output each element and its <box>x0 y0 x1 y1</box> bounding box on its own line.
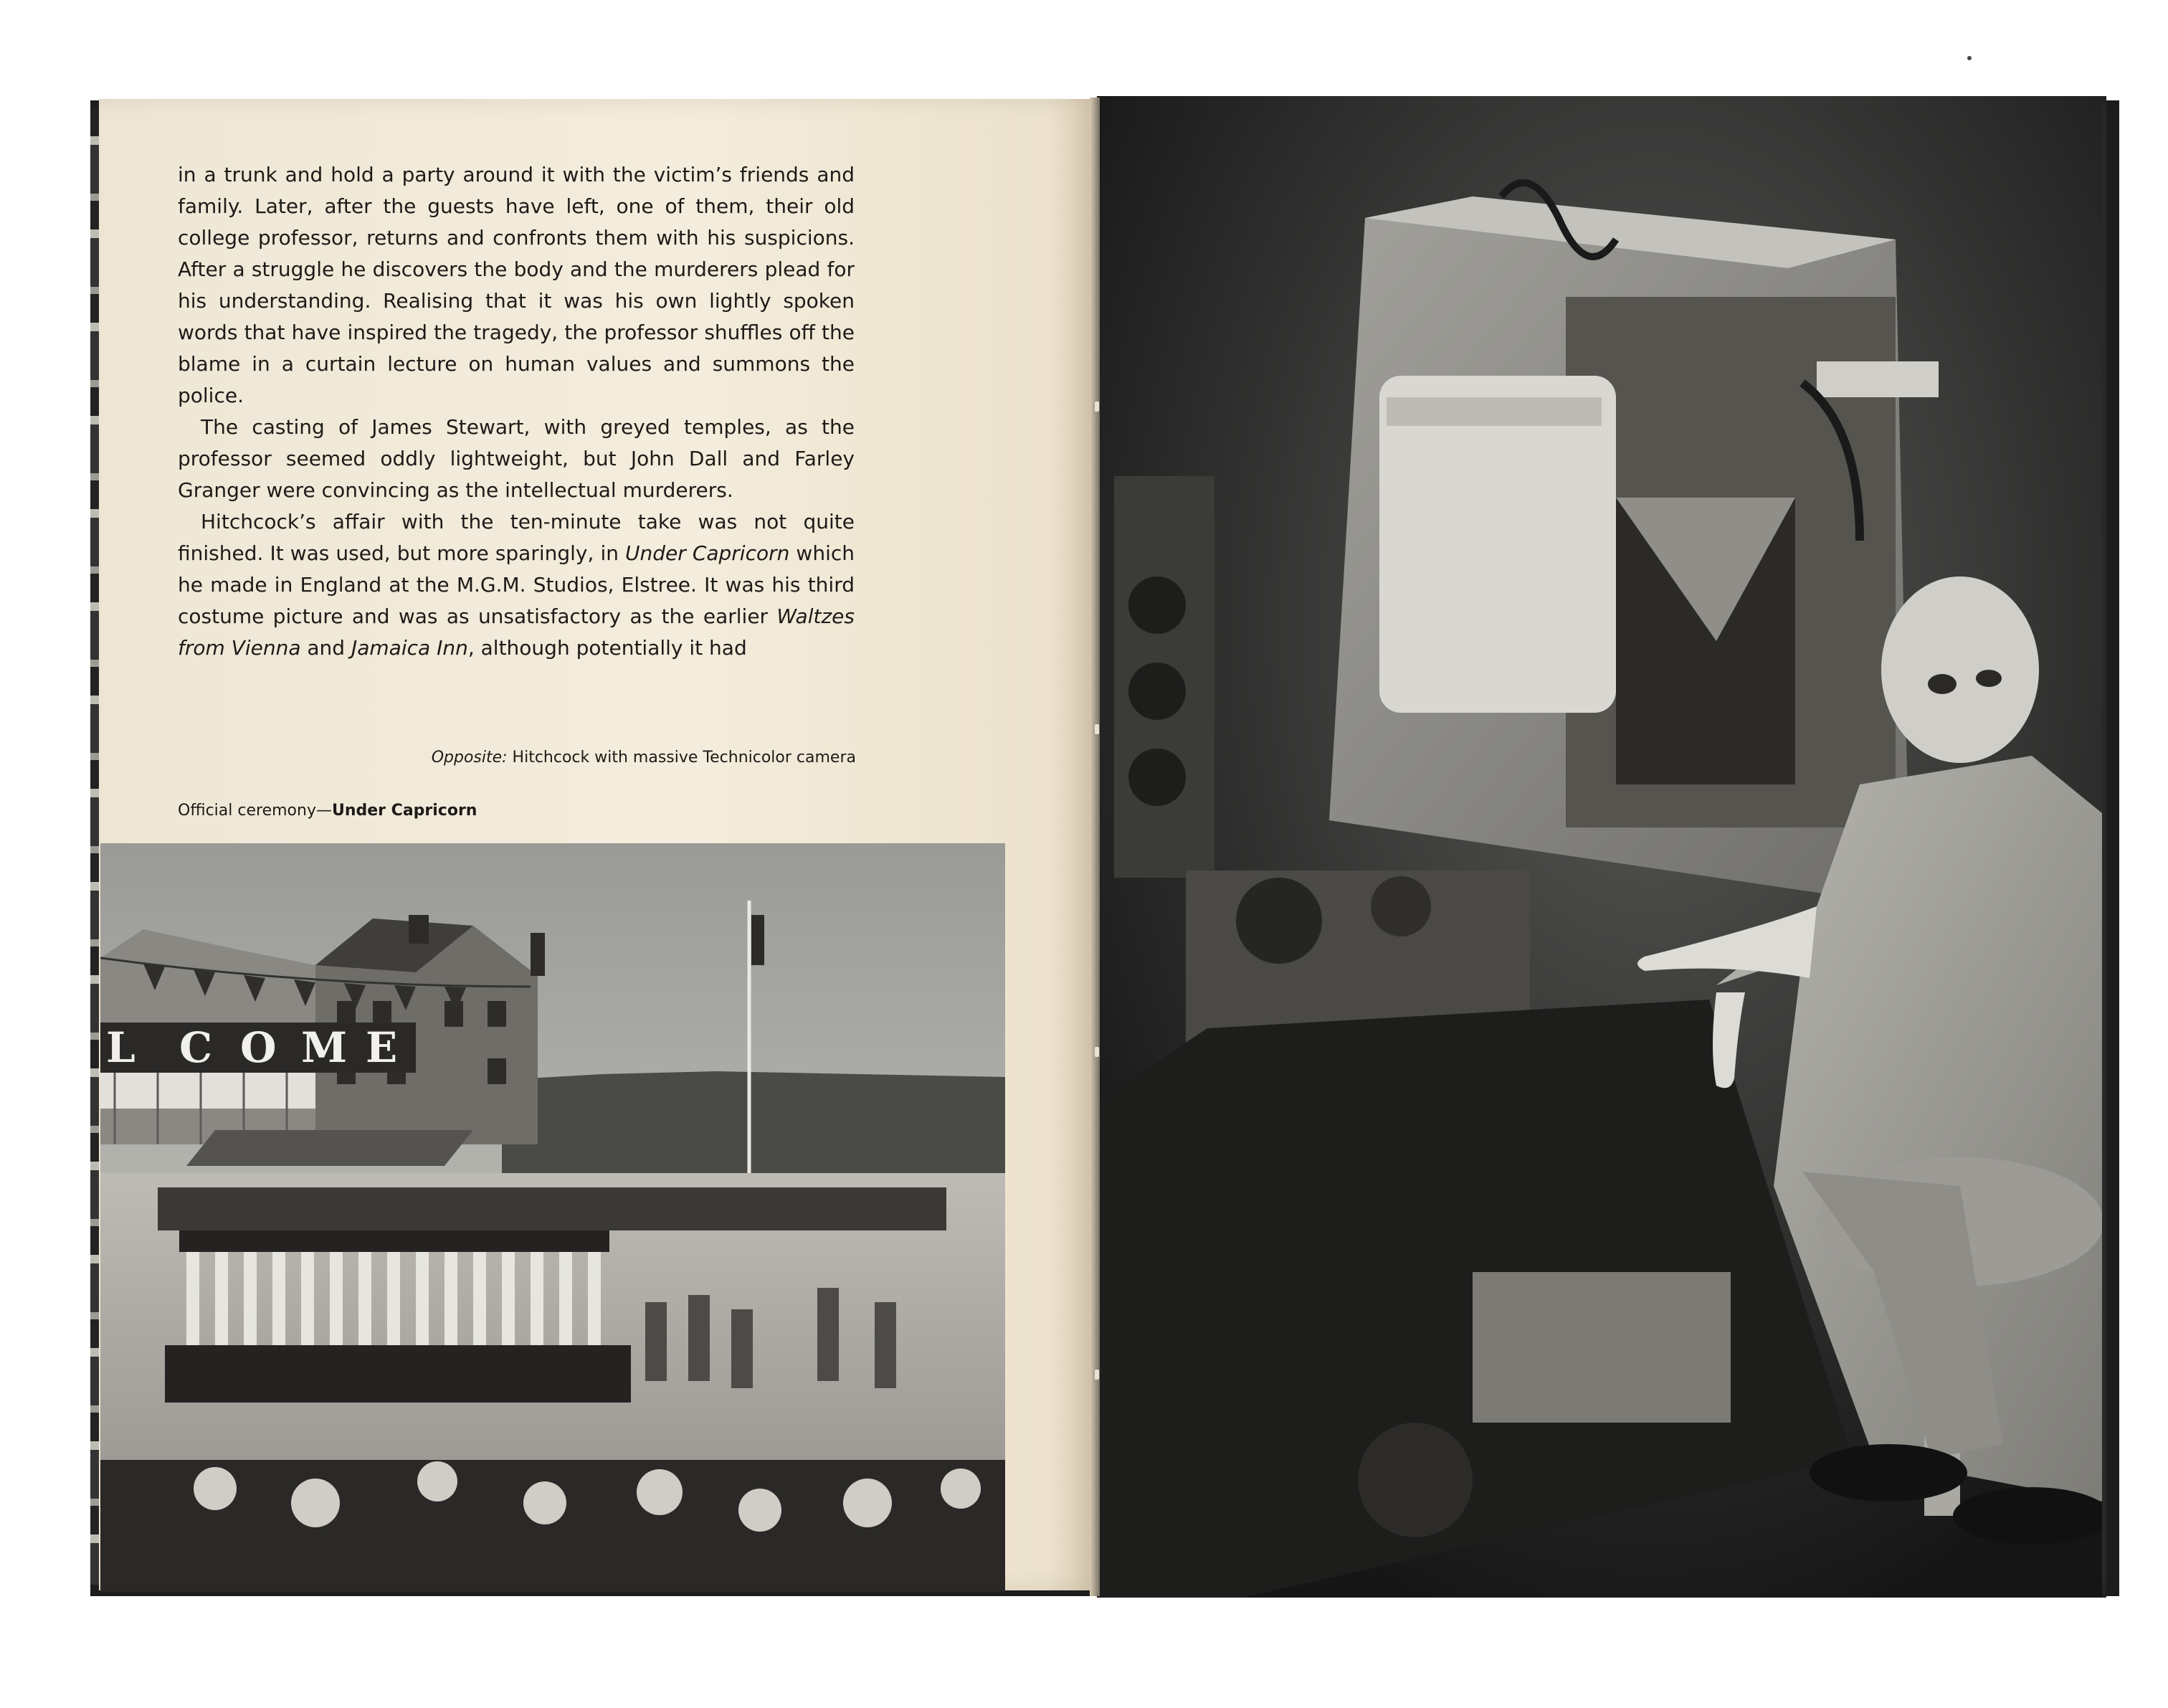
text-segment: in a trunk and hold a party around it with the victim’s friends and family. Later, after the guests have left, one of them, their old college professor, returns and confronts them with his suspicions. After a struggle he discovers the body and the murderers plead for his understanding. Realising that it was his own lightly spoken words that have inspired the tragedy, the professor shuffles off the blame in a curtain lecture on human values and summons the police. <box>178 163 855 407</box>
text-segment: and <box>300 636 351 660</box>
caption-film-title: Under Capricorn <box>331 802 477 820</box>
welcome-sign-letter: E <box>366 1023 398 1072</box>
caption-label: Opposite: <box>431 749 508 767</box>
binding-stitch <box>1095 402 1099 412</box>
ceremony-photo <box>100 843 1005 1592</box>
article-body-text <box>178 159 855 664</box>
caption-opposite-photo <box>432 749 856 767</box>
film-title-waltzes-from-vienna: Waltzes from Vienna <box>178 604 855 660</box>
caption-text: Official ceremony— <box>178 802 332 820</box>
hitchcock-camera-image <box>1100 96 2102 1598</box>
caption-ceremony-photo <box>178 802 477 820</box>
binding-stitch <box>1095 1047 1099 1057</box>
text-segment: , although potentially it had <box>467 636 747 660</box>
dust-speck <box>1967 56 1972 60</box>
binding-stitch <box>1095 724 1099 734</box>
paragraph-2 <box>178 412 855 506</box>
welcome-sign-letter: L <box>106 1023 136 1072</box>
welcome-sign-letter: O <box>240 1023 277 1072</box>
text-segment: The casting of James Stewart, with greyed temples, as the professor seemed oddly lightweight, but John Dall and Farley Granger were convincing as the intellectual murderers. <box>178 415 855 502</box>
caption-text: Hitchcock with massive Technicolor camera <box>507 749 856 767</box>
welcome-sign-letter: C <box>179 1023 213 1072</box>
text-segment: which he made in England at the M.G.M. Studios, Elstree. It was his third costume picture and was as unsatisfactory as the earlier <box>178 541 855 628</box>
ceremony-photo-image <box>100 843 1005 1592</box>
paragraph-1 <box>178 159 855 412</box>
hitchcock-camera-photo <box>1100 96 2102 1598</box>
binding-stitch <box>1095 1370 1099 1380</box>
welcome-sign-letter: M <box>301 1023 348 1072</box>
paragraph-3 <box>178 506 855 664</box>
film-title-jamaica-inn: Jamaica Inn <box>351 636 468 660</box>
film-title-under-capricorn: Under Capricorn <box>625 541 790 565</box>
text-segment: Hitchcock’s affair with the ten-minute take was not quite finished. It was used, but more sparingly, in <box>178 510 855 565</box>
